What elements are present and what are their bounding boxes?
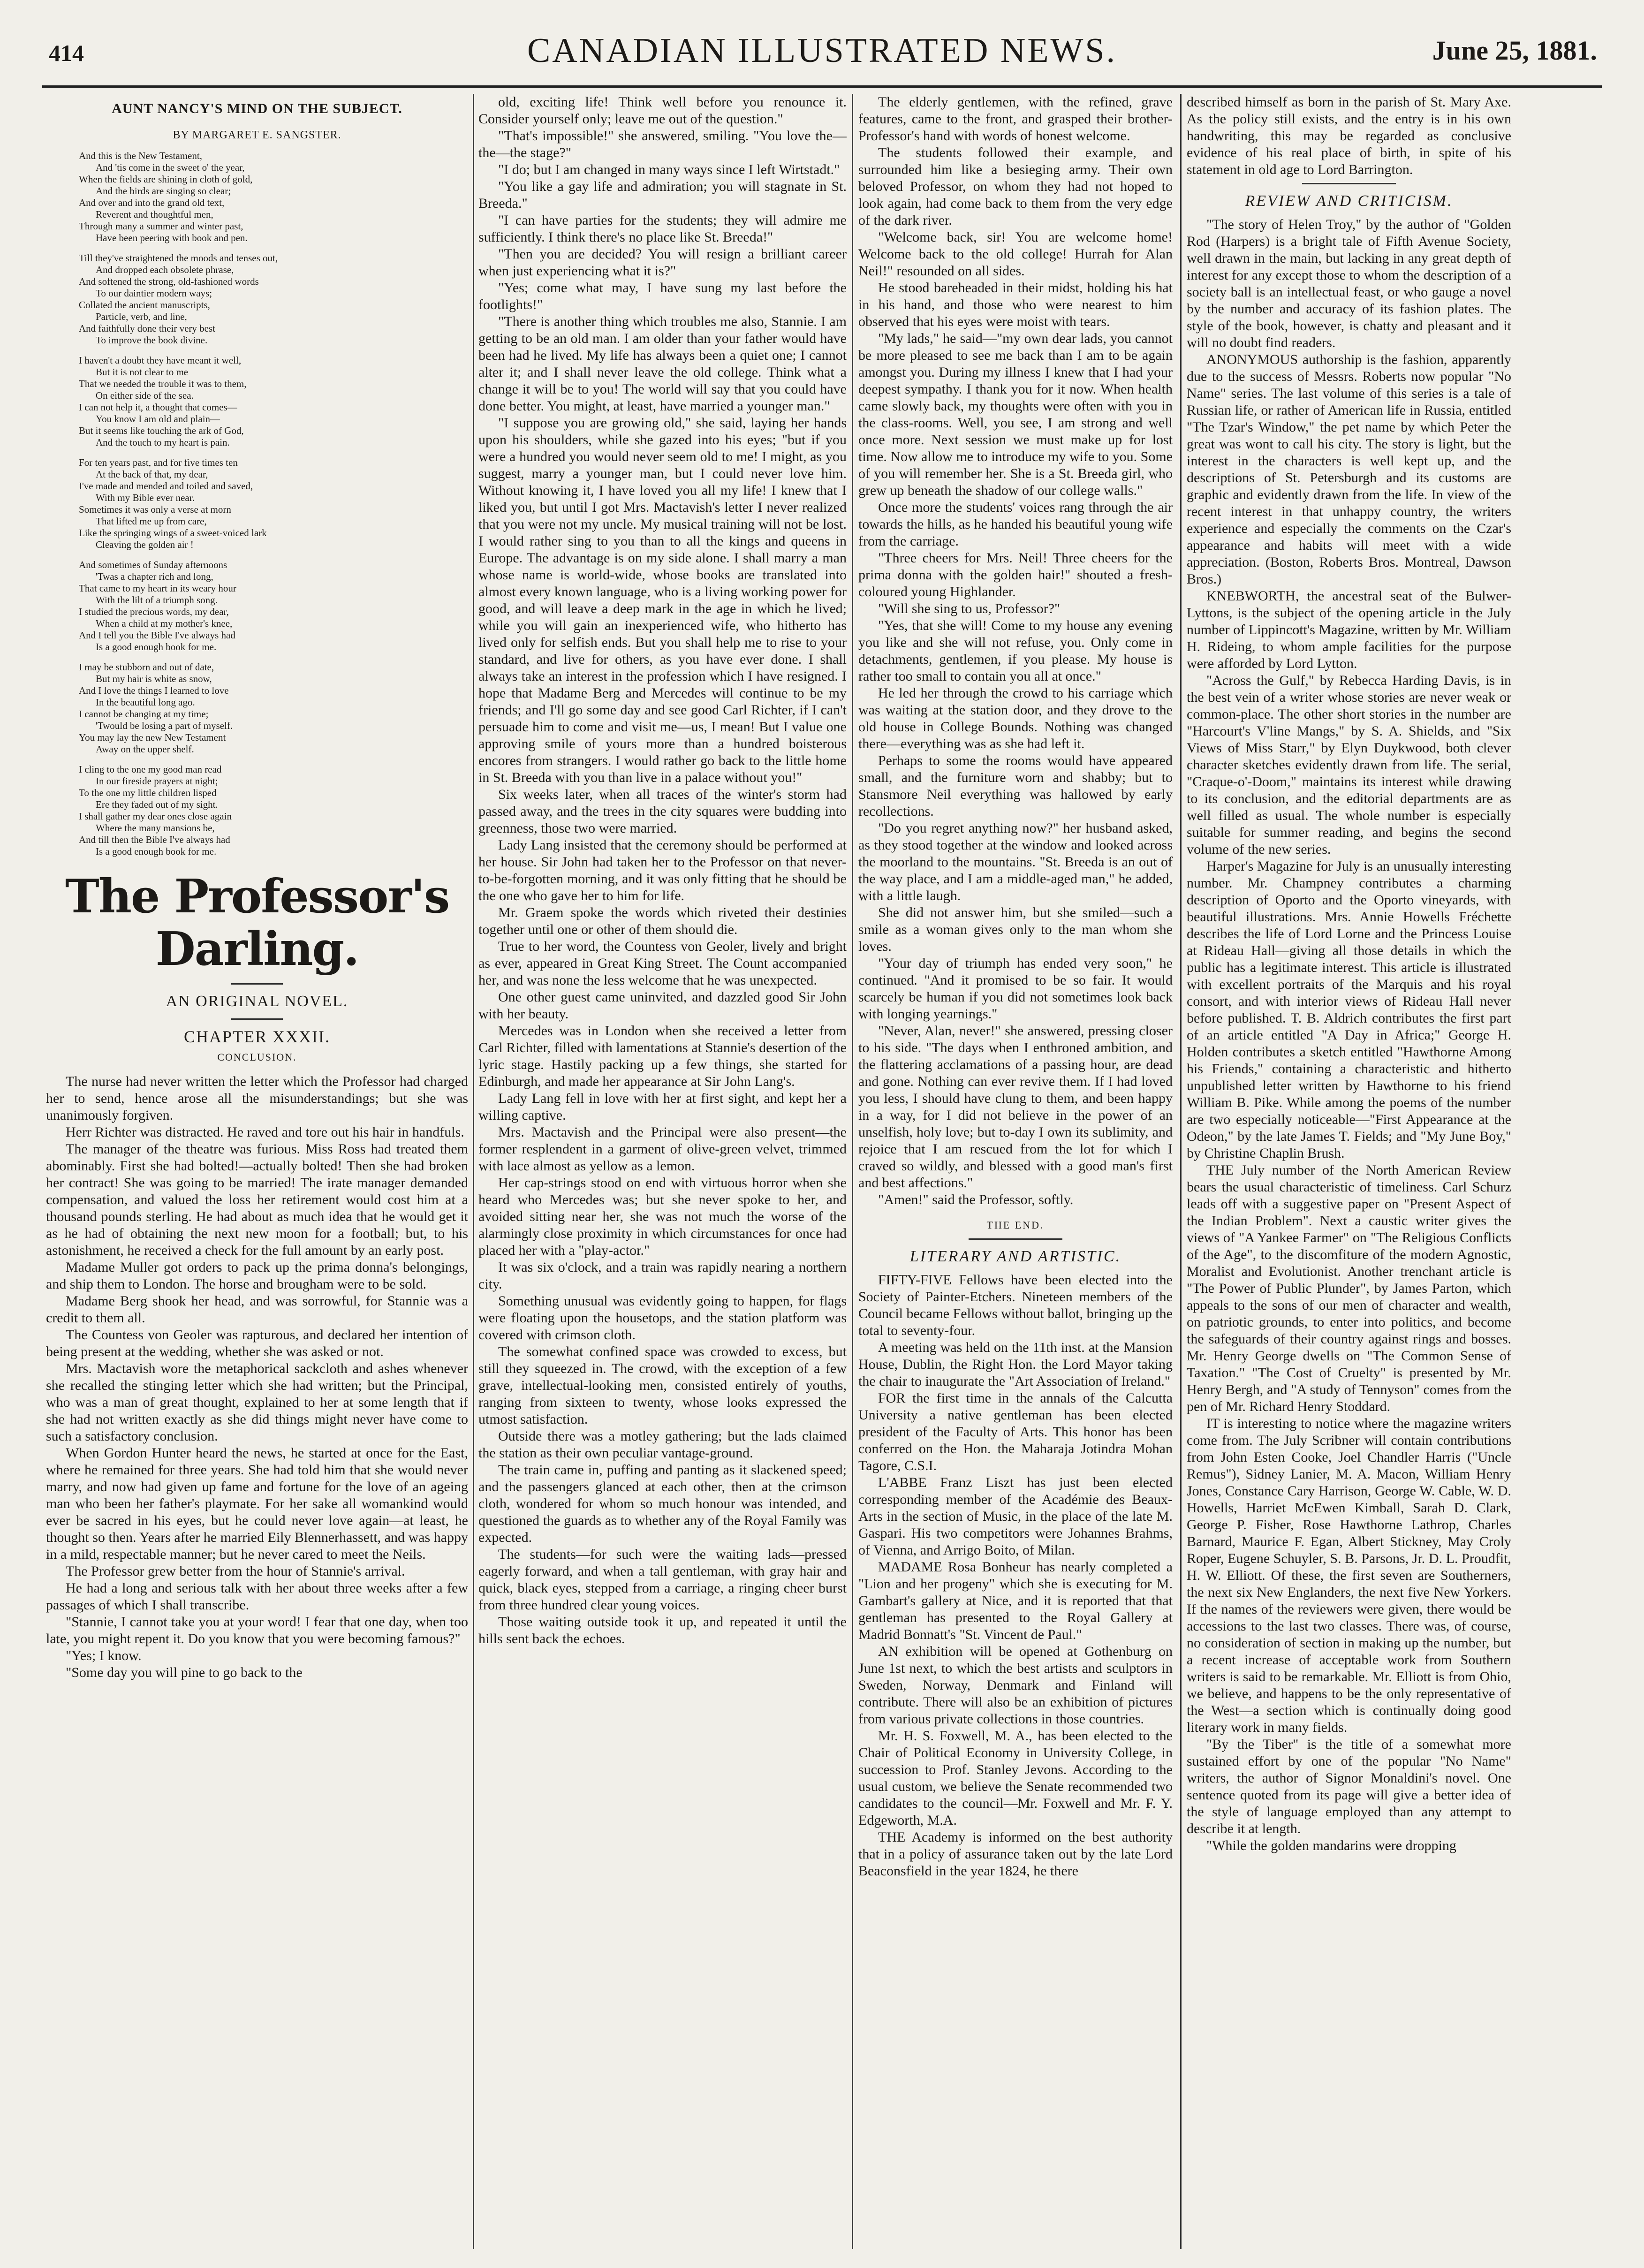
poem-line: On either side of the sea. (96, 390, 194, 401)
column-2 (478, 94, 847, 2249)
paragraph: True to her word, the Countess von Geoler, lively and bright as ever, appeared in Great King Street. The Count accompanied her, and was none the less welcome that he was unexpected. (478, 939, 847, 988)
paragraph: Outside there was a motley gathering; but the lads claimed the station as their own peculiar vantage-ground. (478, 1428, 847, 1461)
poem-line: Particle, verb, and line, (96, 311, 187, 322)
paragraph: The students—for such were the waiting lads—pressed eagerly forward, and when a tall gentleman, with gray hair and quick, black eyes, stepped from a carriage, a ringing cheer burst from three hundred clear young voices. (478, 1547, 847, 1613)
paragraph: She did not answer him, but she smiled—such a smile as a woman gives only to the man whom she loves. (858, 905, 1173, 954)
poem-line: For ten years past, and for five times ten (79, 457, 238, 468)
poem-line: I studied the precious words, my dear, (79, 606, 229, 617)
poem-line: In the beautiful long ago. (96, 697, 195, 708)
paragraph: The Professor grew better from the hour of Stannie's arrival. (66, 1563, 405, 1579)
paragraph: One other guest came uninvited, and dazzled good Sir John with her beauty. (478, 989, 847, 1022)
paragraph: described himself as born in the parish of St. Mary Axe. As the policy still exists, and the entry is in his own handwriting, this may be regarded as conclusive evidence of his real place of birth, in spite of his statement in old age to Lord Barrington. (1187, 94, 1511, 177)
paragraph: "Do you regret anything now?" her husband asked, as they stood together at the window and looked across the moorland to the mountains. "St. Breeda is an out of the way place, and I am a middle-aged man," he added, with a little laugh. (858, 820, 1173, 903)
paragraph: "Three cheers for Mrs. Neil! Three cheers for the prima donna with the golden hair!" shouted a fresh-coloured young Highlander. (858, 550, 1173, 599)
paragraph: Six weeks later, when all traces of the winter's storm had passed away, and the trees in the city squares were budding into greenness, those two were married. (478, 787, 847, 836)
novel-subtitle: AN ORIGINAL NOVEL. (166, 993, 348, 1010)
page-number: 414 (49, 40, 84, 66)
poem-stanza (79, 764, 468, 857)
paragraph: "By the Tiber" is the title of a somewhat more sustained effort by one of the popular "No Name" writers, the author of Signor Monaldini's novel. One sentence quoted from its page will give a better idea of the style of language employed than any attempt to describe it at length. (1187, 1737, 1511, 1836)
poem-line: I cannot be changing at my time; (79, 708, 209, 720)
literary-section-body (858, 1272, 1173, 1880)
novel-text-col3 (858, 94, 1173, 1208)
paragraph: Madame Muller got orders to pack up the prima donna's belongings, and ship them to London. The horse and brougham were to be sold. (46, 1259, 468, 1292)
poem-line: With my Bible ever near. (96, 492, 195, 503)
column-1 (46, 94, 468, 2249)
poem-stanza (79, 457, 468, 551)
paragraph: He stood bareheaded in their midst, holding his hat in his hand, and those who were nearest to him observed that his eyes were moist with tears. (858, 280, 1173, 329)
poem-line: Reverent and thoughtful men, (96, 209, 213, 220)
paragraph: A meeting was held on the 11th inst. at the Mansion House, Dublin, the Right Hon. the Lord Mayor taking the chair to inaugurate the "Art Association of Ireland." (858, 1340, 1173, 1389)
poem-line: To the one my little children lisped (79, 787, 217, 798)
paragraph: Harper's Magazine for July is an unusually interesting number. Mr. Champney contributes a charming description of Oporto and the Oporto vineyards, with beautiful illustrations. Mrs. Annie Howells Fréchette describes the life of Lord Lorne and the Princess Louise at Rideau Hall—giving all those details in which the public has a legitimate interest. This article is illustrated with excellent portraits of the Marquis and his royal consort, and with interior views of Rideau Hall never before published. T. B. Aldrich contributes the first part of an article entitled "A Day in Africa;" George H. Holden contributes a sketch entitled "Hawthorne Among his Friends," containing a characteristic and hitherto unpublished letter written by Hawthorne to his friend William B. Pike. While among the poems of the number are two especially noticeable—"First Appearance at the Odeon," by the late James T. Fields; and "My June Boy," by Christine Chaplin Brush. (1187, 858, 1511, 1161)
poem-line: That lifted me up from care, (96, 516, 207, 527)
paragraph: "Will she sing to us, Professor?" (878, 601, 1061, 616)
paragraph: When Gordon Hunter heard the news, he started at once for the East, where he remained for three years. She had told him that she would never marry, and now had given up fame and fortune for the love of an ageing man who been her father's playmate. For her sake all womankind would ever be sacred in his eyes, but he could never love again—at least, he thought so then. Years after he married Eily Blennerhassett, and was happy in a mild, respectable manner; but he never cared to meet the Neils. (46, 1445, 468, 1562)
poem-stanza (79, 252, 468, 346)
poem-line: I may be stubborn and out of date, (79, 661, 214, 673)
review-section-body (1187, 216, 1511, 1854)
poem-stanza (79, 661, 468, 755)
paragraph: Mrs. Mactavish wore the metaphorical sackcloth and ashes whenever she recalled the stinging letter which she had written; but the Principal, who was a man of great thought, explained to her at some length that if she had not written exactly as she did things might never have come to such a satisfactory conclusion. (46, 1361, 468, 1444)
review-section-title: REVIEW AND CRITICISM. (1245, 192, 1453, 210)
subtitle-rule (231, 1018, 283, 1020)
poem-line: When the fields are shining in cloth of gold, (79, 174, 253, 185)
paragraph: It was six o'clock, and a train was rapidly nearing a northern city. (478, 1259, 847, 1292)
paragraph: "My lads," he said—"my own dear lads, you cannot be more pleased to see me back than I am to be again amongst you. During my illness I knew that I had your deepest sympathy. I thank you for it now. When health came slowly back, my thoughts were often with you in the class-rooms. Well, you see, I am strong and well once more. Next session we must make up for lost time. Now allow me to introduce my wife to you. Some of you will remember her. She is a St. Breeda girl, who grew up beneath the shadow of our college walls." (858, 331, 1173, 498)
paragraph: Mr. Graem spoke the words which riveted their destinies together until one or other of them should die. (478, 905, 847, 937)
paragraph: "Your day of triumph has ended very soon," he continued. "And it promised to be so fair. It would scarcely be human if you did not sometimes look back with longing yearnings." (858, 956, 1173, 1022)
poem-line: Is a good enough book for me. (96, 846, 217, 857)
poem-line: To our daintier modern ways; (96, 288, 212, 299)
paragraph: "Some day you will pine to go back to the (66, 1665, 303, 1680)
chapter-heading: CHAPTER XXXII. (184, 1027, 330, 1046)
column-4 (1187, 94, 1511, 2249)
poem-line: Is a good enough book for me. (96, 641, 217, 652)
literary-section-title: LITERARY AND ARTISTIC. (909, 1248, 1121, 1265)
poem-line: And I love the things I learned to love (79, 685, 229, 696)
paragraph: "Yes; come what may, I have sung my last before the footlights!" (478, 280, 847, 312)
paragraph: ANONYMOUS authorship is the fashion, apparently due to the success of Messrs. Roberts now popular "No Name" series. The last volume of this series is a tale of Russian life, or rather of American life in Russia, entitled "The Tzar's Window," the pet name by which Peter the great was wont to call his city. The story is light, but the interest in the characters is well kept up, and the descriptions of St. Petersburgh and its customs are graphic and evidently drawn from the life. In view of the recent interest in that unhappy country, the writers experience and especially the comments on the Czar's appearance and habits will meet with a wide appreciation. (Boston, Roberts Bros. Montreal, Dawson Bros.) (1187, 352, 1511, 587)
page-header (42, 26, 1602, 78)
paragraph: "The story of Helen Troy," by the author of "Golden Rod (Harpers) is a bright tale of Fifth Avenue Society, well drawn in the main, but lacking in any great depth of interest for any except those to whom the description of a society ball is an intellectual feast, or who gauge a novel by the number and accuracy of its fashion plates. The style of the book, however, is chatty and pleasant and it will no doubt find readers. (1187, 217, 1511, 350)
poem-line: And the touch to my heart is pain. (96, 437, 230, 448)
chapter-section: CONCLUSION. (217, 1051, 297, 1063)
paragraph: AN exhibition will be opened at Gothenburg on June 1st next, to which the best artists and sculptors in Sweden, Norway, Denmark and Finland will contribute. There will also be an exhibition of pictures from various private collections in those countries. (858, 1644, 1173, 1727)
section-rule (969, 1238, 1062, 1240)
poem-line: 'Twould be losing a part of myself. (96, 720, 233, 731)
poem-line: But it seems like touching the ark of God, (79, 425, 244, 436)
poem-line: To improve the book divine. (96, 334, 208, 346)
poem-line: Sometimes it was only a verse at morn (79, 504, 231, 515)
paragraph: Those waiting outside took it up, and repeated it until the hills sent back the echoes. (478, 1614, 847, 1646)
poem-line: Cleaving the golden air ! (96, 539, 194, 550)
paragraph: "You like a gay life and admiration; you will stagnate in St. Breeda." (478, 179, 847, 211)
section-rule (1302, 183, 1396, 184)
poem-line: But it is not clear to me (96, 366, 189, 378)
paragraph: He led her through the crowd to his carriage which was waiting at the station door, and they drove to the old house in College Bounds. Nothing was changed there—everything was as she had left it. (858, 685, 1173, 751)
paragraph: "Welcome back, sir! You are welcome home! Welcome back to the old college! Hurrah for Alan Neil!" resounded on all sides. (858, 229, 1173, 279)
poem-stanza (79, 150, 468, 244)
poem-line: But my hair is white as snow, (96, 673, 212, 684)
poem-line: And 'tis come in the sweet o' the year, (96, 162, 245, 173)
poem-line: That we needed the trouble it was to them, (79, 378, 247, 389)
paragraph: Madame Berg shook her head, and was sorrowful, for Stannie was a credit to them all. (46, 1293, 468, 1326)
poem-line: You may lay the new New Testament (79, 732, 226, 743)
poem-line: And the birds are singing so clear; (96, 185, 231, 197)
the-end-mark: THE END. (986, 1219, 1045, 1231)
poem-line: And sometimes of Sunday afternoons (79, 559, 227, 570)
paragraph: FOR the first time in the annals of the Calcutta University a native gentleman has been elected president of the Faculty of Arts. This honor has been conferred on the Hon. the Maharaja Jotindra Mohan Tagore, C.S.I. (858, 1390, 1173, 1473)
paragraph: Something unusual was evidently going to happen, for flags were floating upon the housetops, and the station platform was covered with crimson cloth. (478, 1293, 847, 1343)
poem-line: Through many a summer and winter past, (79, 220, 243, 232)
poem-line: Collated the ancient manuscripts, (79, 299, 210, 311)
paragraph: "There is another thing which troubles me also, Stannie. I am getting to be an old man. I am older than your father would have been had he lived. My life has always been a quiet one; I cannot alter it; and I shall never leave the old college. Think what a change it will be to you! The world will say that you could have done better. You might, at least, have married a younger man." (478, 314, 847, 414)
poem-line: And over and into the grand old text, (79, 197, 225, 208)
poem-line: At the back of that, my dear, (96, 469, 208, 480)
issue-date: June 25, 1881. (1432, 35, 1597, 66)
paragraph: "Stannie, I cannot take you at your word! I fear that one day, when too late, you might repent it. Do you know that you were becoming famous?" (46, 1614, 468, 1646)
paragraph: "Yes, that she will! Come to my house any evening you like and she will not refuse, you. Only come in detachments, gentlemen, if you please. My house is rather too small to contain you all at once." (858, 618, 1173, 684)
poem-line: With the lilt of a triumph song. (96, 594, 218, 606)
poem-line: 'Twas a chapter rich and long, (96, 571, 213, 582)
paragraph: "Never, Alan, never!" she answered, pressing closer to his side. "The days when I enthroned ambition, and the flattering acclamations of a passing hour, are dead and gone. Nothing can ever revive them. If I had loved you less, I should have clung to them, and been happy in a way, for I did not believe in the power of an unselfish, holy love; but to-day I own its sublimity, and rejoice that I am rescued from the lot for which I craved so wildly, and blessed with a good man's first and best affections." (858, 1023, 1173, 1191)
poem-line: Have been peering with book and pen. (96, 232, 248, 243)
poem-line: You know I am old and plain— (96, 413, 220, 425)
poem-line: Till they've straightened the moods and tenses out, (79, 252, 278, 264)
paragraph: Once more the students' voices rang through the air towards the hills, as he handed his beautiful young wife from the carriage. (858, 500, 1173, 549)
poem-line: And dropped each obsolete phrase, (96, 264, 234, 275)
poem-line: Like the springing wings of a sweet-voiced lark (79, 527, 267, 539)
paragraph: "Yes; I know. (66, 1648, 142, 1663)
title-rule (231, 983, 283, 985)
masthead: CANADIAN ILLUSTRATED NEWS. (527, 31, 1117, 70)
poem-byline: BY MARGARET E. SANGSTER. (173, 129, 341, 141)
header-rule (42, 85, 1602, 88)
paragraph: The nurse had never written the letter which the Professor had charged her to send, hence arose all the misunderstandings; but she was unanimously forgiven. (46, 1074, 468, 1123)
paragraph: The students followed their example, and surrounded him like a besieging army. Their own beloved Professor, on whom they had not hoped to look again, had come back to them from the very edge of the dark river. (858, 145, 1173, 228)
novel-text-col2 (478, 94, 847, 1647)
paragraph: "I do; but I am changed in many ways since I left Wirtstadt." (498, 162, 840, 177)
paragraph: He had a long and serious talk with her about three weeks after a few passages of which I shall transcribe. (46, 1580, 468, 1613)
column-divider (852, 94, 853, 2249)
novel-title: The Professor's Darling. (65, 870, 449, 976)
poem-line: And I tell you the Bible I've always had (79, 630, 235, 641)
paragraph: Her cap-strings stood on end with virtuous horror when she heard who Mercedes was; but she never spoke to her, and avoided sitting near her, she was not much the worse of the alarmingly close proximity in which circumstances for once had placed her with a "play-actor." (478, 1175, 847, 1258)
poem-line: I haven't a doubt they have meant it well, (79, 355, 242, 366)
novel-text-col1 (46, 1073, 468, 1681)
paragraph: old, exciting life! Think well before you renounce it. Consider yourself only; leave me out of the question." (478, 94, 847, 127)
poem-stanza (79, 559, 468, 653)
paragraph: The elderly gentlemen, with the refined, grave features, came to the front, and grasped their brother-Professor's hand with words of honest welcome. (858, 94, 1173, 144)
poem-title: AUNT NANCY'S MIND ON THE SUBJECT. (112, 101, 402, 116)
poem-line: Where the many mansions be, (96, 822, 215, 834)
paragraph: THE July number of the North American Review bears the usual characteristic of timeliness. Carl Schurz leads off with a suggestive paper on "Present Aspect of the Indian Problem". Next a caustic writer gives the views of "A Yankee Farmer" on "The Religious Conflicts of the Age", to the discomfiture of the modern Agnostic, Moralist and Evolutionist. Another trenchant article is "The Power of Public Plunder", by James Parton, which appeals to the sons of our men of character and wealth, on patriotic grounds, to enter into politics, and become the safeguards of their country against rings and bosses. Mr. Henry George dwells on "The Common Sense of Taxation." "The Cost of Cruelty" is presented by Mr. Henry Bergh, and "A study of Tennyson" comes from the pen of Mr. Richard Henry Stoddard. (1187, 1162, 1511, 1414)
paragraph: THE Academy is informed on the best authority that in a policy of assurance taken out by the late Lord Beaconsfield in the year 1824, he there (858, 1829, 1173, 1879)
paragraph: FIFTY-FIVE Fellows have been elected into the Society of Painter-Etchers. Nineteen members of the Council became Fellows without ballot, bringing up the total to seventy-four. (858, 1272, 1173, 1338)
paragraph: The somewhat confined space was crowded to excess, but still they squeezed in. The crowd, with the exception of a few grave, intellectual-looking men, consisted entirely of youths, ranging from sixteen to twenty, whose looks expressed the utmost satisfaction. (478, 1344, 847, 1427)
poem-line: Ere they faded out of my sight. (96, 799, 218, 810)
poem-line: Away on the upper shelf. (96, 743, 194, 755)
poem-line: That came to my heart in its weary hour (79, 583, 236, 594)
paragraph: "I can have parties for the students; they will admire me sufficiently. I think there's no place like St. Breeda!" (478, 212, 847, 245)
paragraph: "I suppose you are growing old," she said, laying her hands upon his shoulders, while she gazed into his eyes; "but if you were a hundred you would never seem old to me! I might, as you suggest, marry a younger man, but I could never love him. Without knowing it, I have loved you all my life! I knew that I liked you, but until I got Mrs. Mactavish's letter I never realized that you were not my uncle. My musical training will not be lost. I would rather sing to you than to all the kings and queens in Europe. The advantage is on my side alone. I shall marry a man whose name is world-wide, whose books are translated into almost every known language, who is a living working power for good, and will leave a deep mark in the age in which he lived; while you will gain an inexperienced wife, who hitherto has lived only for selfish ends. But you shall help me to rise to your standard, and live for others, as you have ever done. I shall always take an interest in the profession which I have resigned. I hope that Madame Berg and Mercedes will continue to be my friends; and I'll go some day and see good Carl Richter, if I can't persuade him to come and visit me—us, I mean! But I value one approving smile of yours more than a hundred boisterous encores from strangers. I would rather go back to the little home in St. Breeda with you than live in a palace without you!" (478, 415, 847, 785)
poem-line: And faithfully done their very best (79, 323, 216, 334)
paragraph: Mr. H. S. Foxwell, M. A., has been elected to the Chair of Political Economy in University College, in succession to Prof. Stanley Jevons. According to the usual custom, we believe the Senate recommended two candidates to the council—Mr. Foxwell and Mr. F. Y. Edgeworth, M.A. (858, 1728, 1173, 1828)
poem-line: In our fireside prayers at night; (96, 775, 218, 787)
paragraph: Herr Richter was distracted. He raved and tore out his hair in handfuls. (66, 1124, 464, 1140)
column-3 (858, 94, 1173, 2249)
paragraph: The manager of the theatre was furious. Miss Ross had treated them abominably. First she had bolted!—actually bolted! Then she had broken her contract! She was going to be married! The irate manager demanded compensation, and valued the loss her retirement would cost him at a thousand pounds sterling. He had about as much idea that he would get it as he had of obtaining the next new moon for a football; but, to his astonishment, he received a check for the full amount by an early post. (46, 1141, 468, 1258)
poem-line: And this is the New Testament, (79, 150, 202, 161)
poem-line: I cling to the one my good man read (79, 764, 222, 775)
paragraph: L'ABBE Franz Liszt has just been elected corresponding member of the Académie des Beaux-Arts in the section of Music, in the place of the late M. Gaspari. His two competitors were Johannes Brahms, of Vienna, and Arrigo Boito, of Milan. (858, 1475, 1173, 1558)
paragraph: Perhaps to some the rooms would have appeared small, and the furniture worn and shabby; but to Stansmore Neil everything was hallowed by early recollections. (858, 753, 1173, 819)
poem-line: And softened the strong, old-fashioned words (79, 276, 259, 287)
poem-line: I shall gather my dear ones close again (79, 811, 232, 822)
poem-stanza (79, 355, 468, 448)
column-divider (1180, 94, 1182, 2249)
paragraph: IT is interesting to notice where the magazine writers come from. The July Scribner will contain contributions from John Esten Cooke, Joel Chandler Harris ("Uncle Remus"), Sidney Lanier, M. A. Macon, William Henry Jones, Constance Cary Harrison, George W. Cable, W. D. Howells, Harriet McEwen Kimball, Sarah D. Clark, George P. Fisher, Rose Hawthorne Lathrop, Charles Barnard, Maurice F. Egan, Albert Stickney, May Croly Roper, Eugene Schuyler, S. B. Parsons, Jr. D. L. Proudfit, H. W. Elliott. Of these, the first seven are Southerners, the next six New Englanders, the next five New Yorkers. If the names of the reviewers were given, there would be accessions to the last two classes. There was, of course, no consideration of section in making up the number, but a recent increase of acceptable work from Southern writers is said to be remarkable. Mr. Elliott is from Ohio, we believe, and happens to be the only representative of the West—a section which is continually doing good literary work in many fields. (1187, 1416, 1511, 1735)
paragraph: "That's impossible!" she answered, smiling. "You love the—the—the stage?" (478, 128, 847, 160)
paragraph: The Countess von Geoler was rapturous, and declared her intention of being present at the wedding, whether she was asked or not. (46, 1327, 468, 1359)
poem-line: When a child at my mother's knee, (96, 618, 233, 629)
paragraph: KNEBWORTH, the ancestral seat of the Bulwer-Lyttons, is the subject of the opening article in the July number of Lippincott's Magazine, written by Mr. William H. Rideing, to whom ample facilities for the purpose were afforded by Lord Lytton. (1187, 588, 1511, 671)
paragraph: "Then you are decided? You will resign a brilliant career when just experiencing what it is?" (478, 246, 847, 279)
column-divider (473, 94, 474, 2249)
paragraph: "While the golden mandarins were dropping (1206, 1838, 1456, 1853)
poem-body (46, 150, 468, 857)
paragraph: MADAME Rosa Bonheur has nearly completed a "Lion and her progeny" which she is executing for M. Gambart's gallery at Nice, and it is reported that that gentleman has presented to the Royal Gallery at Madrid Bonnatt's "St. Vincent de Paul." (858, 1559, 1173, 1642)
poem-line: I can not help it, a thought that comes— (79, 402, 237, 413)
paragraph: Mercedes was in London when she received a letter from Carl Richter, filled with lamentations at Stannie's desertion of the lyric stage. Hastily packing up a few things, she started for Edinburgh, and made her appearance at Sir John Lang's. (478, 1023, 847, 1089)
paragraph: Mrs. Mactavish and the Principal were also present—the former resplendent in a garment of olive-green velvet, trimmed with lace almost as yellow as a lemon. (478, 1124, 847, 1174)
paragraph: "Amen!" said the Professor, softly. (878, 1192, 1074, 1207)
poem-line: And till then the Bible I've always had (79, 834, 230, 845)
paragraph: Lady Lang insisted that the ceremony should be performed at her house. Sir John had taken her to the Professor on that never-to-be-forgotten morning, and it was only fitting that he should be the one who gave her to him for life. (478, 837, 847, 903)
paragraph: Lady Lang fell in love with her at first sight, and kept her a willing captive. (478, 1091, 847, 1123)
paragraph: "Across the Gulf," by Rebecca Harding Davis, is in the best vein of a writer whose stories are never weak or common-place. The other short stories in the number are "Harcourt's V'line Mangs," by S. A. Shields, and "Six Views of Miss Starr," by Elyn Duykwood, both clever character sketches evidently drawn from life. The serial, "Craque-o'-Doom," maintains its interest while drawing to its conclusion, and the editorial departments are as well filled as usual. The whole number is especially suitable for summer reading, and begins the second volume of the new series. (1187, 673, 1511, 857)
poem-line: I've made and mended and toiled and saved, (79, 480, 253, 492)
paragraph: The train came in, puffing and panting as it slackened speed; and the passengers glanced at each other, then at the crimson cloth, wondered for whom so much honour was intended, and questioned the guards as to whether any of the Royal Family was expected. (478, 1462, 847, 1545)
